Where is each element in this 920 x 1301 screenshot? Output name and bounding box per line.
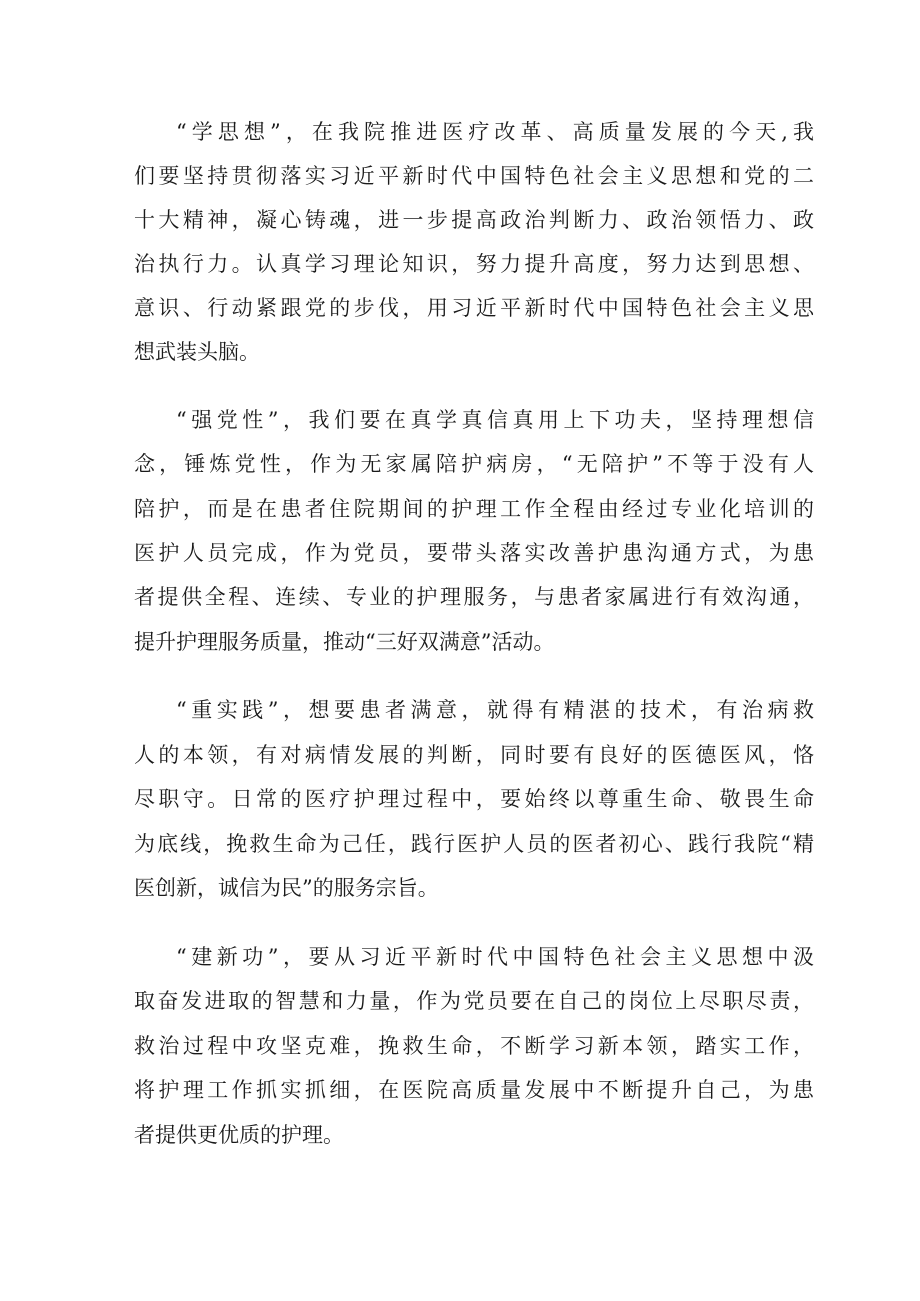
text-line: “重实践”，想要患者满意，就得有精湛的技术，有治病救 [176,698,814,722]
text-line: 陪护，而是在患者住院期间的护理工作全程由经过专业化培训的 [134,497,814,521]
text-line: 取奋发进取的智慧和力量，作为党员要在自己的岗位上尽职尽责， [134,989,814,1013]
text-line: 救治过程中攻坚克难，挽救生命，不断学习新本领，踏实工作， [134,1034,814,1058]
text-line: 医护人员完成，作为党员，要带头落实改善护患沟通方式，为患 [134,541,814,565]
text-line: 想武装头脑。 [134,340,260,364]
text-line: “强党性”，我们要在真学真信真用上下功夫，坚持理想信 [176,408,814,432]
text-line: 尽职守。日常的医疗护理过程中，要始终以尊重生命、敬畏生命 [134,787,814,811]
text-line: 提升护理服务质量，推动“三好双满意”活动。 [134,630,555,654]
text-line: “学思想”，在我院推进医疗改革、高质量发展的今天,我 [176,120,814,144]
text-line: 十大精神，凝心铸魂，进一步提高政治判断力、政治领悟力、政 [134,208,814,232]
text-line: 们要坚持贯彻落实习近平新时代中国特色社会主义思想和党的二 [134,164,814,188]
text-line: “建新功”，要从习近平新时代中国特色社会主义思想中汲 [176,945,814,969]
text-line: 者提供更优质的护理。 [134,1123,344,1147]
text-line: 者提供全程、连续、专业的护理服务，与患者家属进行有效沟通， [134,585,814,609]
text-line: 治执行力。认真学习理论知识，努力提升高度，努力达到思想、 [134,252,814,276]
text-line: 意识、行动紧跟党的步伐，用习近平新时代中国特色社会主义思 [134,296,814,320]
text-line: 念，锤炼党性，作为无家属陪护病房，“无陪护”不等于没有人 [134,452,814,476]
text-line: 为底线，挽救生命为己任，践行医护人员的医者初心、践行我院“精 [134,832,814,856]
text-line: 将护理工作抓实抓细，在医院高质量发展中不断提升自己，为患 [134,1078,814,1102]
text-line: 人的本领，有对病情发展的判断，同时要有良好的医德医风，恪 [134,743,814,767]
text-line: 医创新，诚信为民”的服务宗旨。 [134,876,439,900]
